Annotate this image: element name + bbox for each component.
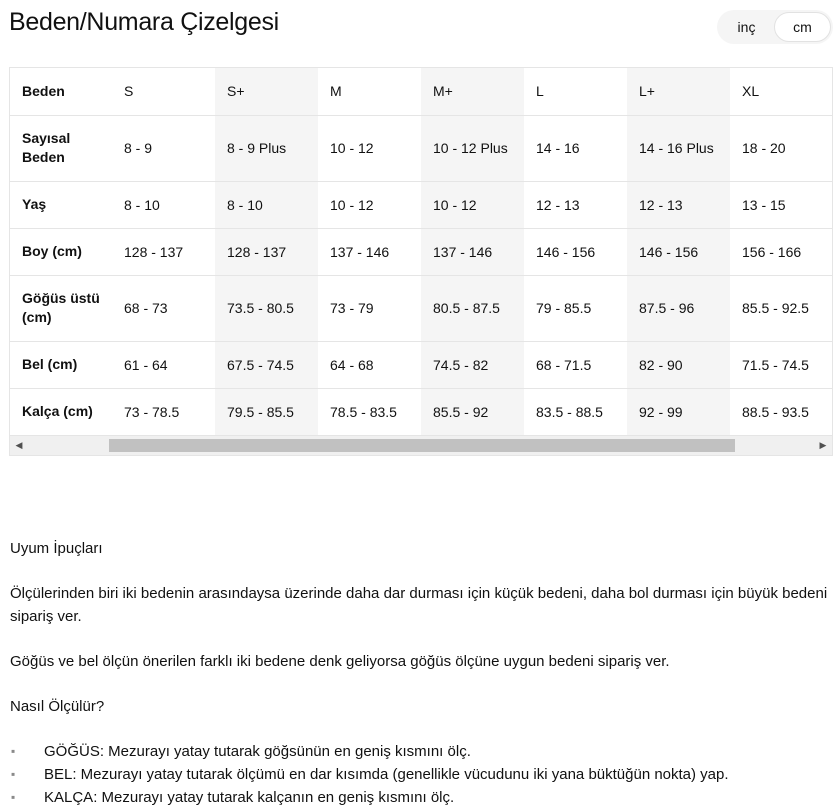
size-table-container <box>9 67 833 456</box>
table-row <box>10 275 833 341</box>
table-cell: 10 - 12 Plus <box>421 115 524 181</box>
table-cell: 14 - 16 <box>524 115 627 181</box>
table-cell: 87.5 - 96 <box>627 275 730 341</box>
unit-option-inch[interactable]: inç <box>719 12 774 42</box>
row-label: Yaş <box>10 181 112 228</box>
bullet-icon: ▪ <box>11 744 16 758</box>
table-row <box>10 388 833 435</box>
table-cell: 79 - 85.5 <box>524 275 627 341</box>
table-cell: 146 - 156 <box>524 228 627 275</box>
table-cell: 68 - 73 <box>112 275 215 341</box>
table-cell: 137 - 146 <box>421 228 524 275</box>
list-item-text: KALÇA: Mezurayı yatay tutarak kalçanın en geniş kısmını ölç. <box>44 789 455 806</box>
table-cell: 88.5 - 93.5 <box>742 403 809 420</box>
table-cell: 10 - 12 <box>421 181 524 228</box>
table-row <box>10 341 833 388</box>
list-item <box>10 740 832 763</box>
table-cell: 14 - 16 Plus <box>627 115 730 181</box>
table-cell: 10 - 12 <box>318 115 421 181</box>
size-header-cell: L+ <box>627 68 730 115</box>
scrollbar-thumb[interactable] <box>109 439 735 452</box>
how-to-measure-heading: Nasıl Ölçülür? <box>10 698 105 715</box>
table-header-row <box>10 68 833 115</box>
horizontal-scrollbar[interactable] <box>10 435 832 455</box>
table-cell: 128 - 137 <box>215 228 318 275</box>
size-header-cell: S <box>112 68 215 115</box>
triangle-left-icon[interactable]: ◀ <box>15 440 23 450</box>
table-cell: 8 - 9 <box>112 115 215 181</box>
bullet-icon: ▪ <box>11 790 16 804</box>
row-label: Sayısal Beden <box>10 115 112 181</box>
table-cell: 82 - 90 <box>627 341 730 388</box>
row-label: Kalça (cm) <box>22 403 93 420</box>
table-cell: 8 - 10 <box>215 181 318 228</box>
table-row <box>10 115 833 181</box>
table-cell: 73.5 - 80.5 <box>215 275 318 341</box>
list-item-text: GÖĞÜS: Mezurayı yatay tutarak göğsünün en geniş kısmını ölç. <box>44 743 471 760</box>
table-cell: 67.5 - 74.5 <box>215 341 318 388</box>
row-label: Bel (cm) <box>10 341 112 388</box>
page-title: Beden/Numara Çizelgesi <box>9 8 279 36</box>
table-cell: 137 - 146 <box>318 228 421 275</box>
table-cell: 83.5 - 88.5 <box>536 403 603 420</box>
size-header-cell: S+ <box>215 68 318 115</box>
row-label: Göğüs üstü (cm) <box>10 275 112 341</box>
measure-instructions-list <box>10 740 832 809</box>
table-cell: 92 - 99 <box>627 388 730 435</box>
size-header-cell: M+ <box>421 68 524 115</box>
table-row <box>10 228 833 275</box>
table-cell: 79.5 - 85.5 <box>215 388 318 435</box>
table-cell: 74.5 - 82 <box>421 341 524 388</box>
table-cell: 64 - 68 <box>318 341 421 388</box>
table-cell: 156 - 166 <box>730 228 833 275</box>
table-cell: 61 - 64 <box>112 341 215 388</box>
table-cell: 8 - 9 Plus <box>215 115 318 181</box>
table-header-label: Beden <box>10 68 112 115</box>
unit-option-cm[interactable]: cm <box>774 12 831 42</box>
table-cell: 12 - 13 <box>524 181 627 228</box>
table-cell: 80.5 - 87.5 <box>421 275 524 341</box>
list-item-text: BEL: Mezurayı yatay tutarak ölçümü en dar kısımda (genellikle vücudunu iki yana büktüğün nokta) yap. <box>44 766 729 783</box>
size-header-cell: L <box>524 68 627 115</box>
table-cell: 78.5 - 83.5 <box>330 403 397 420</box>
table-cell: 128 - 137 <box>112 228 215 275</box>
table-cell: 73 - 78.5 <box>124 403 180 420</box>
list-item <box>10 763 832 786</box>
unit-toggle[interactable] <box>717 10 833 44</box>
table-cell: 85.5 - 92 <box>421 388 524 435</box>
list-item <box>10 786 832 809</box>
fit-tips-heading: Uyum İpuçları <box>10 540 103 557</box>
table-cell: 10 - 12 <box>318 181 421 228</box>
table-cell: 73 - 79 <box>318 275 421 341</box>
bullet-icon: ▪ <box>11 767 16 781</box>
fit-tip-paragraph: Ölçülerinden biri iki bedenin arasındaysa üzerinde daha dar durması için küçük bedeni, daha bol durması için büyük bedeni sipariş ver. <box>10 585 828 625</box>
size-header-cell: XL <box>730 68 833 115</box>
table-cell: 71.5 - 74.5 <box>730 341 833 388</box>
row-label: Boy (cm) <box>10 228 112 275</box>
table-cell: 68 - 71.5 <box>524 341 627 388</box>
table-cell: 8 - 10 <box>112 181 215 228</box>
table-cell: 12 - 13 <box>627 181 730 228</box>
table-cell: 13 - 15 <box>730 181 833 228</box>
fit-tips-section <box>10 537 832 809</box>
fit-tip-paragraph: Göğüs ve bel ölçün önerilen farklı iki bedene denk geliyorsa göğüs ölçüne uygun bedeni sipariş ver. <box>10 653 670 670</box>
triangle-right-icon[interactable]: ▶ <box>819 440 827 450</box>
size-header-cell: M <box>318 68 421 115</box>
size-table <box>10 68 833 435</box>
table-row <box>10 181 833 228</box>
table-cell: 146 - 156 <box>627 228 730 275</box>
table-cell: 85.5 - 92.5 <box>730 275 833 341</box>
table-cell: 18 - 20 <box>730 115 833 181</box>
